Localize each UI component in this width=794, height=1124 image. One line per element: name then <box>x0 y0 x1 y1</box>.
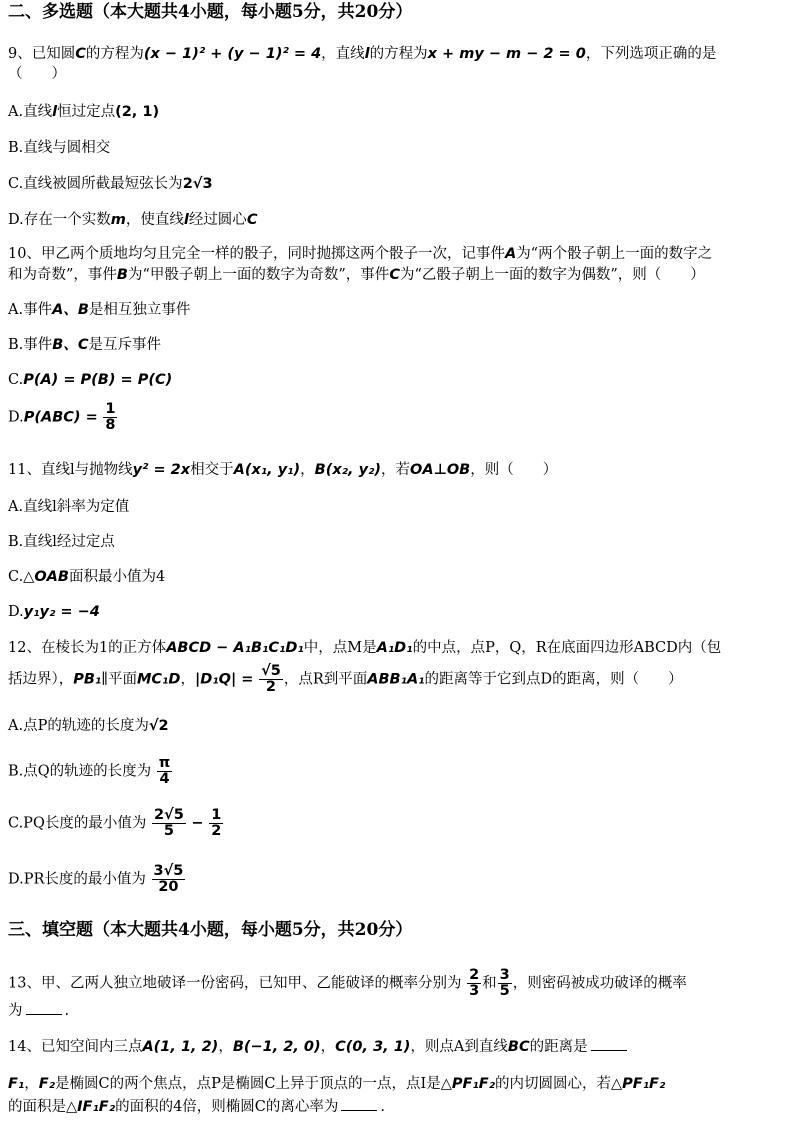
line-equation: x + my − m − 2 = 0 <box>427 46 586 62</box>
question-12-option-b: B.点Q的轨迹的长度为 $\frac{\pi}{4}$ <box>8 755 171 788</box>
question-11-stem: 11、直线l与抛物线y² = 2x相交于A(x₁, y₁)，B(x₂, y₂)，若OA⊥OB，则（ ） <box>8 462 558 478</box>
question-9-option-a: A.直线l恒过定点(2, 1) <box>8 104 160 120</box>
question-15-stem-line2: 的面积是△IF₁F₂的面积的4倍，则椭圆C的离心率为 . <box>8 1096 385 1117</box>
circle-equation: (x − 1)² + (y − 1)² = 4 <box>143 46 322 62</box>
section-2-heading: 二、多选题（本大题共4小题，每小题5分，共20分） <box>8 2 413 22</box>
question-10-option-b: B.事件B、C是互斥事件 <box>8 337 161 353</box>
fraction: $\frac{2}{3}$ <box>469 967 480 1000</box>
question-9-stem: 9、已知圆C的方程为(x − 1)² + (y − 1)² = 4，直线l的方程为x + my − m − 2 = 0，下列选项正确的是 <box>8 46 717 62</box>
question-12-stem-line2: 括边界），PB₁∥平面MC₁D，|D₁Q| = $\frac{√5}{2}$ ，点R到平面ABB₁A₁的距离等于它到点D的距离，则（ ） <box>8 663 683 696</box>
question-9-option-b: B.直线与圆相交 <box>8 140 111 156</box>
question-10-option-a: A.事件A、B是相互独立事件 <box>8 302 191 318</box>
fraction: $\frac{\pi}{4}$ <box>158 755 171 788</box>
question-13-stem-line1: 13、甲、乙两人独立地破译一份密码，已知甲、乙能破译的概率分别为 $\frac{2}{3}$ 和 $\frac{3}{5}$ ，则密码被成功破译的概率 <box>8 967 687 1000</box>
question-13-stem-line2: 为 . <box>8 1000 69 1021</box>
answer-blank[interactable] <box>341 1096 377 1111</box>
fraction: $\frac{2√5}{5}$ <box>153 807 184 840</box>
question-10-stem-line1: 10、甲乙两个质地均匀且完全一样的骰子，同时抛掷这两个骰子一次，记事件A为“两个骰子朝上一面的数字之 <box>8 246 713 262</box>
answer-blank[interactable] <box>591 1036 627 1051</box>
question-10-stem-line2: 和为奇数”，事件B为“甲骰子朝上一面的数字为奇数”，事件C为“乙骰子朝上一面的数字为偶数”，则（ ） <box>8 267 705 283</box>
question-10-option-c: C.P(A) = P(B) = P(C) <box>8 372 173 388</box>
answer-blank[interactable] <box>26 1000 62 1015</box>
question-14-stem: 14、已知空间内三点A(1, 1, 2)，B(−1, 2, 0)，C(0, 3, 1)，则点A到直线BC的距离是 <box>8 1036 630 1057</box>
question-9-option-d: D.存在一个实数m，使直线l经过圆心C <box>8 212 258 228</box>
question-11-option-d: D.y₁y₂ = −4 <box>8 604 100 620</box>
question-10-option-d: D.P(ABC) = $\frac{1}{8}$ <box>8 401 116 434</box>
question-12-option-a: A.点P的轨迹的长度为√2 <box>8 718 169 734</box>
question-11-option-c: C.△OAB面积最小值为4 <box>8 569 166 585</box>
fraction: $\frac{1}{8}$ <box>105 401 116 434</box>
fraction: $\frac{1}{2}$ <box>211 807 222 840</box>
question-12-option-c: C.PQ长度的最小值为 $\frac{2√5}{5}$ − $\frac{1}{2}$ <box>8 807 222 840</box>
fraction: $\frac{√5}{2}$ <box>261 663 281 696</box>
section-3-heading: 三、填空题（本大题共4小题，每小题5分，共20分） <box>8 920 413 940</box>
question-11-option-a: A.直线l斜率为定值 <box>8 499 130 515</box>
question-12-stem-line1: 12、在棱长为1的正方体ABCD − A₁B₁C₁D₁中，点M是A₁D₁的中点，点P，Q，R在底面四边形ABCD内（包 <box>8 640 722 656</box>
question-9-answer-paren: （ ） <box>8 66 66 82</box>
fraction: $\frac{3}{5}$ <box>499 967 510 1000</box>
question-15-stem-line1: F₁，F₂是椭圆C的两个焦点，点P是椭圆C上异于顶点的一点，点I是△PF₁F₂的内切圆圆心，若△PF₁F₂ <box>8 1076 666 1092</box>
question-11-option-b: B.直线l经过定点 <box>8 534 115 550</box>
question-9-option-c: C.直线被圆所截最短弦长为2√3 <box>8 176 213 192</box>
fraction: $\frac{3√5}{20}$ <box>153 863 184 896</box>
question-12-option-d: D.PR长度的最小值为 $\frac{3√5}{20}$ <box>8 863 184 896</box>
